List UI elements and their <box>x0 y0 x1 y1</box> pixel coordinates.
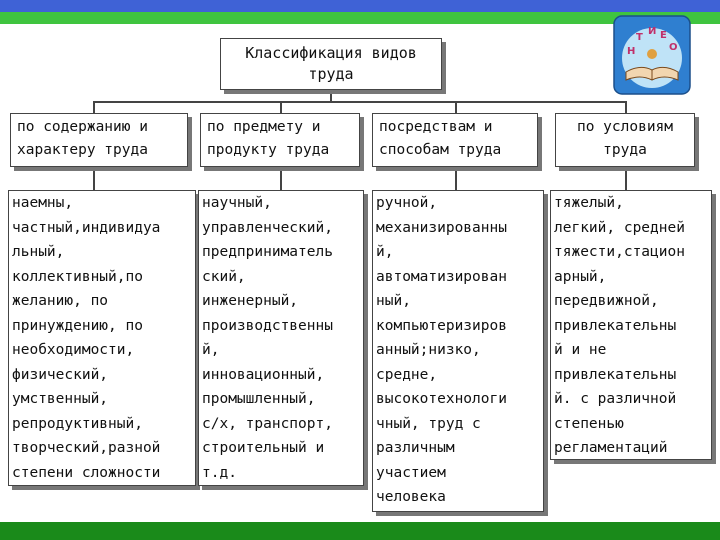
logo-letter: О <box>669 42 678 53</box>
logo-letter: Н <box>627 46 636 57</box>
bottom-green-stripe <box>0 522 720 540</box>
list-content-character: наемны, частный,индивидуа льный, коллективный,по желанию, по принуждению, по необходимости, физический, умственный, репродуктивный, творческий,разной степени сложности <box>8 190 196 486</box>
category-label: по предмету и продукту труда <box>207 119 330 158</box>
list-means-methods: ручной, механизированны й, автоматизирован ный, компьютеризиров анный;низко, средне, высокотехнологи чный, труд с различным участием человека <box>372 190 544 512</box>
diagram-title <box>220 38 442 90</box>
connector-cat-list-3 <box>625 167 627 190</box>
book-logo-icon <box>612 14 692 96</box>
category-content-character <box>10 113 188 167</box>
category-label: посредствам и способам труда <box>379 119 502 158</box>
connector-to-cat-1 <box>280 101 282 113</box>
connector-to-cat-2 <box>455 101 457 113</box>
logo-letter: И <box>648 26 657 37</box>
connector-to-cat-3 <box>625 101 627 113</box>
category-conditions <box>555 113 695 167</box>
connector-cat-list-0 <box>93 167 95 190</box>
connector-to-cat-0 <box>93 101 95 113</box>
category-label: по содержанию и характеру труда <box>17 119 148 158</box>
logo-letter: Е <box>660 30 667 41</box>
connector-cat-list-1 <box>280 167 282 190</box>
logo-letter: Т <box>636 32 643 43</box>
diagram-title-text: Классификация видов труда <box>245 44 417 83</box>
connector-horizontal <box>93 101 626 103</box>
category-subject-product <box>200 113 360 167</box>
top-blue-stripe <box>0 0 720 12</box>
connector-cat-list-2 <box>455 167 457 190</box>
list-subject-product: научный, управленческий, предприниматель ский, инженерный, производственны й, инновационный, промышленный, с/х, транспорт, строительный и т.д. <box>198 190 364 486</box>
category-label: по условиям труда <box>576 119 674 158</box>
category-means-methods <box>372 113 538 167</box>
list-conditions: тяжелый, легкий, средней тяжести,стацион арный, передвижной, привлекательны й и не привлекательны й. с различной степенью регламентаций <box>550 190 712 460</box>
